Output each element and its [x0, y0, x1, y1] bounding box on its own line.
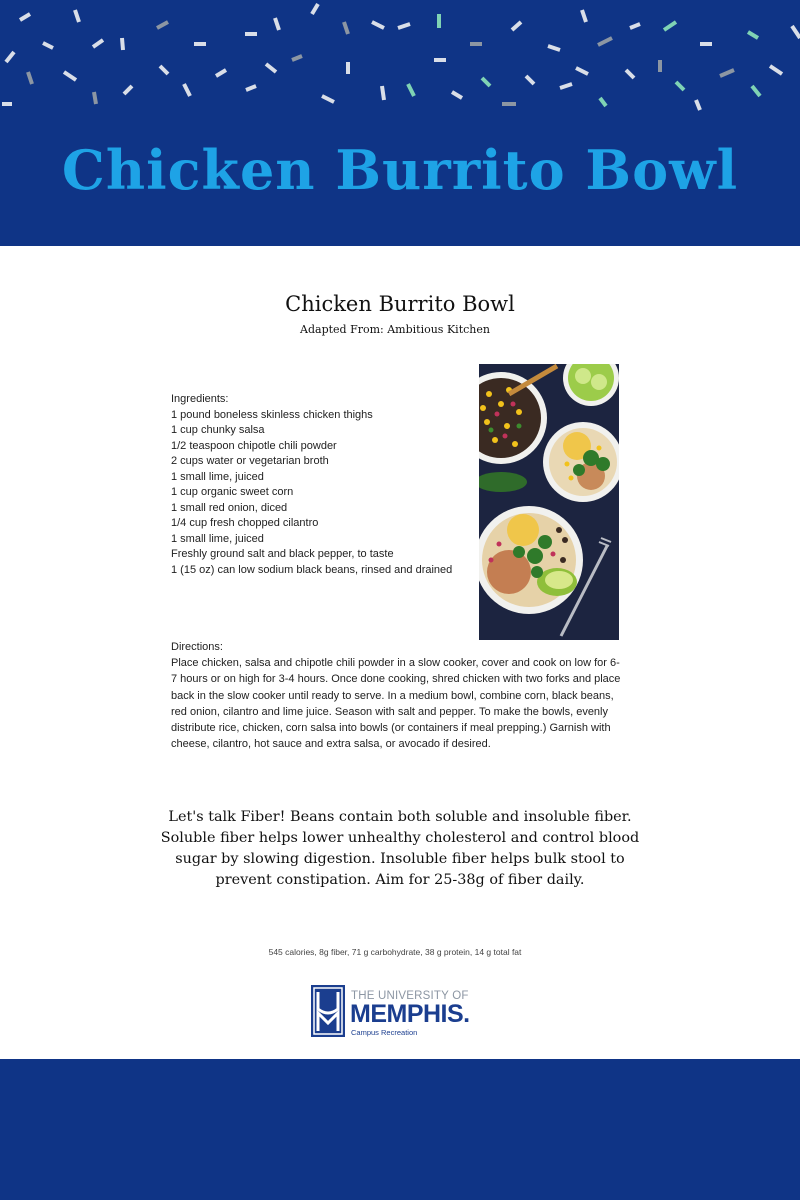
ingredient-item: 1 small red onion, diced [171, 501, 288, 514]
confetti-decoration [0, 0, 800, 120]
ingredient-item: 2 cups water or vegetarian broth [171, 455, 329, 467]
footer-band [0, 1059, 800, 1200]
ingredient-item: 1 cup organic sweet corn [171, 486, 294, 498]
ingredient-item: 1 small lime, juiced [171, 532, 264, 545]
ingredient-item: 1 cup chunky salsa [171, 424, 265, 436]
ingredient-item: 1/4 cup fresh chopped cilantro [171, 517, 319, 529]
fiber-note: Let's talk Fiber! Beans contain both soluble and insoluble fiber. Soluble fiber helps lower unhealthy cholesterol and control blood sugar by slowing digestion. Insoluble fiber helps bulk stool to prevent constipation. Aim for 25-38g of fiber daily. [160, 809, 640, 888]
ingredient-item: 1 pound boneless skinless chicken thighs [171, 408, 373, 421]
ingredients-list [171, 408, 471, 579]
ingredient-item: 1/2 teaspoon chipotle chili powder [171, 439, 337, 452]
ingredient-item: 1 (15 oz) can low sodium black beans, rinsed and drained [171, 563, 453, 576]
um-shield-icon [311, 985, 345, 1037]
logo-campus-recreation: Campus Recreation [351, 1028, 418, 1037]
recipe-card [0, 246, 800, 1059]
burrito-bowl-photo [479, 364, 619, 640]
recipe-title: Chicken Burrito Bowl [285, 292, 515, 316]
recipe-source: Adapted From: Ambitious Kitchen [300, 323, 490, 336]
ingredients-heading: Ingredients: [171, 393, 229, 405]
directions-text: Place chicken, salsa and chipotle chili powder in a slow cooker, cover and cook on low for 6-7 hours or on high for 3-4 hours. Once done cooking, shred chicken with two forks and place back in the slow cooker until ready to serve. In a medium bowl, combine corn, black beans, red onion, cilantro and lime juice. Season with salt and pepper. To make the bowls, evenly distribute rice, chicken, corn salsa into bowls (or containers if meal prepping.) Garnish with cheese, cilantro, hot sauce and extra salsa, or avocado if desired. [171, 657, 621, 751]
logo-memphis: MEMPHIS. [350, 1000, 470, 1028]
header-banner [0, 0, 800, 246]
ingredients-section [171, 392, 471, 578]
burrito-bowl-illustration [479, 364, 619, 640]
ingredient-item: 1 small lime, juiced [171, 470, 264, 483]
logo-university-of: THE UNIVERSITY OF [351, 990, 469, 1002]
directions-section [171, 639, 621, 752]
directions-heading: Directions: [171, 641, 223, 653]
banner-title: Chicken Burrito Bowl [61, 138, 739, 202]
university-of-memphis-logo [311, 985, 481, 1041]
ingredient-item: Freshly ground salt and black pepper, to taste [171, 548, 394, 560]
nutrition-facts: 545 calories, 8g fiber, 71 g carbohydrate, 38 g protein, 14 g total fat [268, 947, 522, 957]
